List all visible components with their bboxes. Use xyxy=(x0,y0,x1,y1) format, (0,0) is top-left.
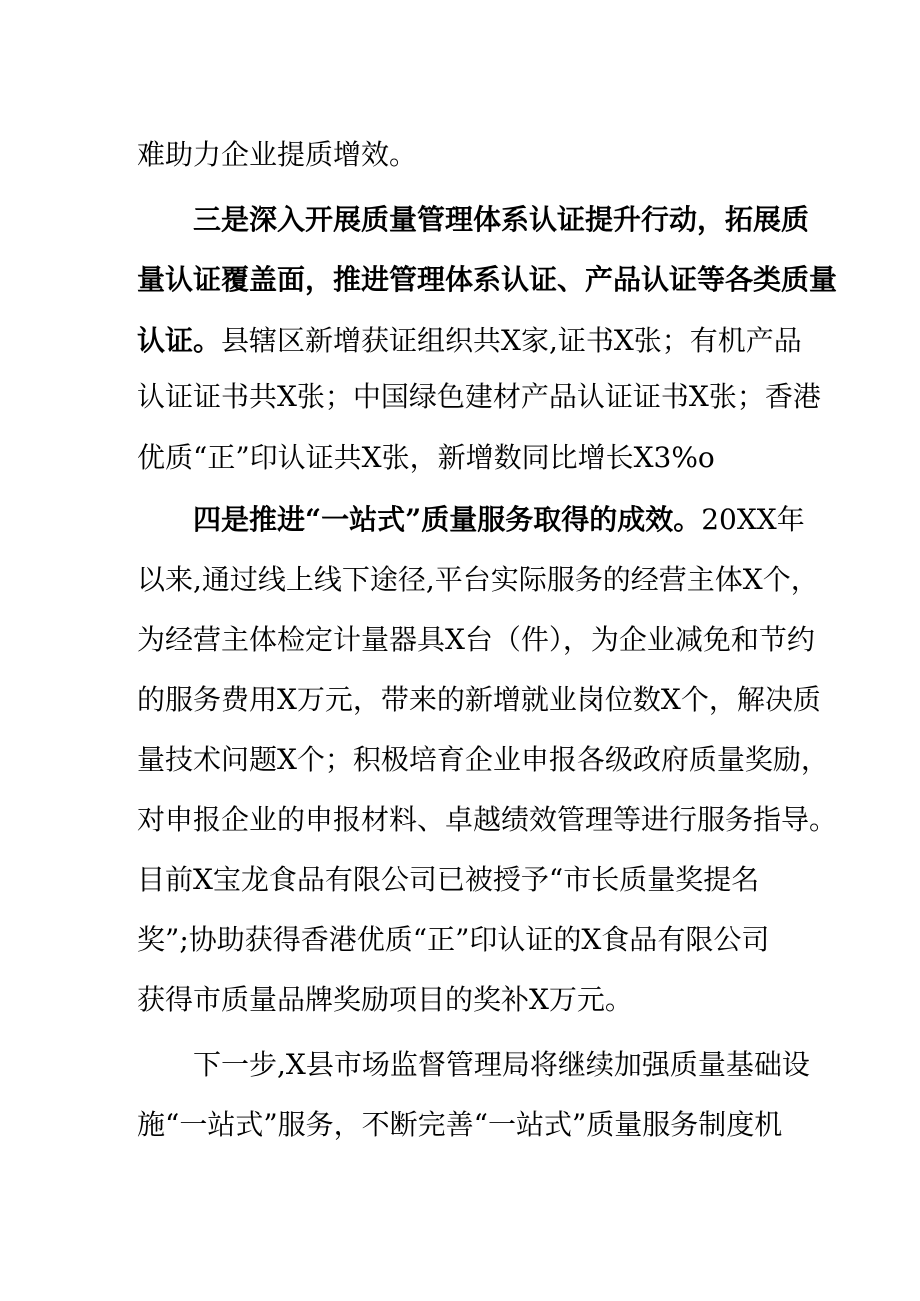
text-run: 施“一站式”服务，不断完善“一站式”质量服务制度机 xyxy=(137,1108,783,1141)
paragraph-line xyxy=(137,560,819,600)
text-run: 奖”;协助获得香港优质“正”印认证的X食品有限公司 xyxy=(137,923,770,956)
text-run: 难助力企业提质增效。 xyxy=(137,138,418,171)
text-run: 20XX年 xyxy=(701,503,805,536)
paragraph-line xyxy=(137,740,829,780)
paragraph-line xyxy=(137,680,821,720)
text-run: 获得市质量品牌奖励项目的奖补X万元。 xyxy=(137,983,633,1016)
text-run: 下一步,X县市场监督管理局将继续加强质量基础设 xyxy=(193,1048,810,1081)
paragraph-line xyxy=(137,321,802,361)
text-run: 以来,通过线上线下途径,平台实际服务的经营主体X个， xyxy=(137,563,819,596)
paragraph-line xyxy=(137,438,715,478)
text-run: 县辖区新增获证组织共X家,证书X张；有机产品 xyxy=(221,324,802,357)
text-run: 认证证书共X张；中国绿色建材产品认证证书X张；香港 xyxy=(137,380,821,413)
paragraph-line xyxy=(137,260,837,300)
bold-heading-run: 四是推进“一站式”质量服务取得的成效。 xyxy=(193,503,702,536)
text-run: 的服务费用X万元，带来的新增就业岗位数X个，解决质 xyxy=(137,683,821,716)
paragraph-line xyxy=(137,377,821,417)
text-run: 为经营主体检定计量器具X台（件），为企业减免和节约 xyxy=(137,623,815,656)
paragraph-line xyxy=(193,1045,810,1085)
bold-heading-run: 量认证覆盖面，推进管理体系认证、产品认证等各类质量 xyxy=(137,263,838,296)
paragraph-line xyxy=(137,1105,782,1145)
paragraph-line xyxy=(137,860,759,900)
text-run: 优质“正”印认证共X张，新增数同比增长X3%o xyxy=(137,441,715,474)
bold-heading-run: 三是深入开展质量管理体系认证提升行动，拓展质 xyxy=(193,203,810,236)
text-run: 目前X宝龙食品有限公司已被授予“市长质量奖提名 xyxy=(137,863,760,896)
paragraph-line xyxy=(137,920,769,960)
paragraph-line xyxy=(193,200,809,240)
text-run: 量技术问题X个；积极培育企业申报各级政府质量奖励， xyxy=(137,743,829,776)
paragraph-line xyxy=(137,980,633,1020)
text-run: 对申报企业的申报材料、卓越绩效管理等进行服务指导。 xyxy=(137,803,838,836)
bold-heading-run: 认证。 xyxy=(137,324,222,357)
paragraph-line xyxy=(137,135,417,175)
paragraph-line xyxy=(137,620,815,660)
paragraph-line xyxy=(137,800,837,840)
paragraph-line xyxy=(193,500,805,540)
